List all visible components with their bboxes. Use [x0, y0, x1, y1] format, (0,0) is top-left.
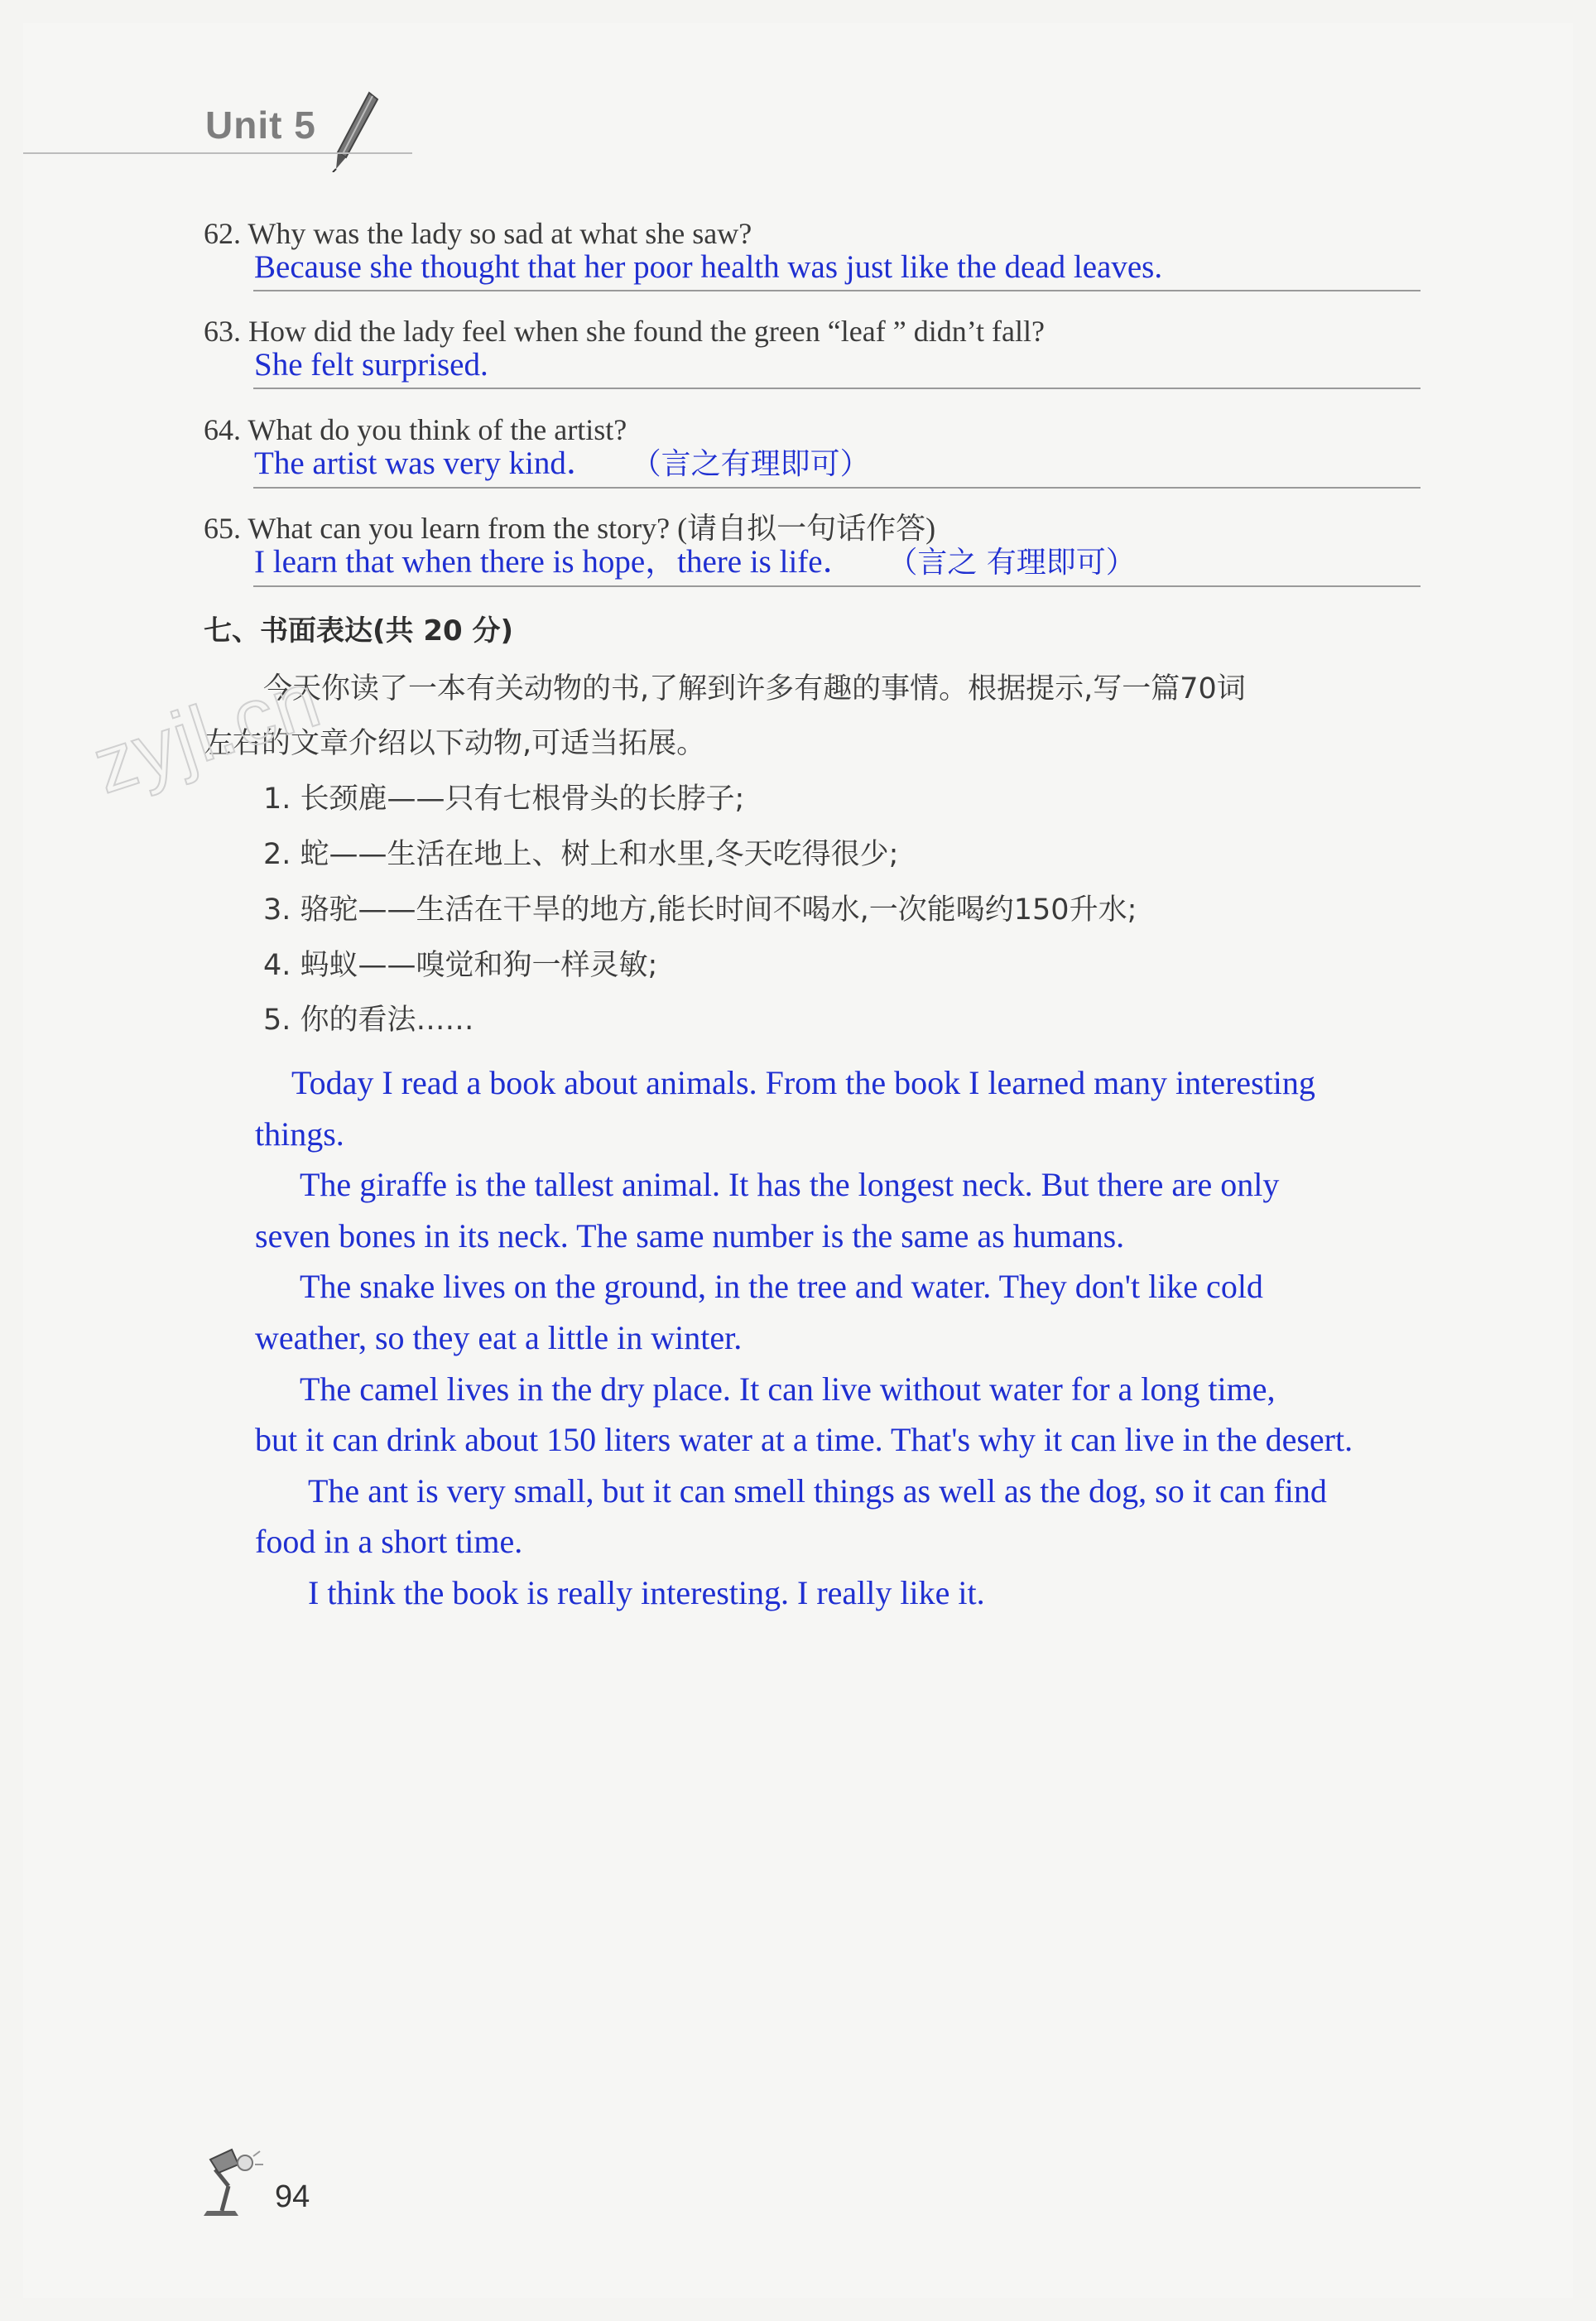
essay-line: The giraffe is the tallest animal. It has the longest neck. But there are only: [300, 1166, 1280, 1203]
essay-line: food in a short time.: [255, 1523, 523, 1560]
hint-item: 2. 蛇——生活在地上、树上和水里,冬天吃得很少;: [263, 838, 899, 871]
page-number: 94: [275, 2179, 310, 2214]
hint-item: 5. 你的看法……: [263, 1004, 474, 1037]
essay-line: seven bones in its neck. The same number is the same as humans.: [255, 1217, 1125, 1254]
essay-line: Today I read a book about animals. From the book I learned many interesting: [291, 1064, 1315, 1101]
answer-text: [204, 250, 1421, 285]
prompt-line-1: 今天你读了一本有关动物的书,了解到许多有趣的事情。根据提示,写一篇70词: [263, 672, 1246, 705]
question-text: 65. What can you learn from the story? (请自拟一句话作答): [204, 512, 936, 545]
essay-line: The snake lives on the ground, in the tree and water. They don't like cold: [300, 1268, 1263, 1305]
question-63: [204, 315, 1421, 389]
essay-line: The camel lives in the dry place. It can live without water for a long time,: [300, 1370, 1276, 1408]
hint-item: 1. 长颈鹿——只有七根骨头的长脖子;: [263, 782, 745, 816]
watermark: zyjl.cn: [83, 654, 332, 811]
answer-main: She felt surprised.: [254, 347, 488, 383]
essay-line: The ant is very small, but it can smell things as well as the dog, so it can find: [308, 1472, 1327, 1510]
answer-line: [253, 290, 1421, 291]
unit-title: Unit 5: [205, 104, 316, 147]
answer-line: [253, 487, 1421, 489]
answer-text: [204, 348, 1421, 383]
answer-note: （言之 有理即可）: [887, 546, 1136, 580]
answer-text: [204, 446, 1421, 482]
prompt-line-2: 左右的文章介绍以下动物,可适当拓展。: [204, 727, 706, 760]
question-text: 64. What do you think of the artist?: [204, 413, 627, 446]
essay-line: I think the book is really interesting. I really like it.: [308, 1574, 985, 1611]
answer-main: The artist was very kind．: [254, 445, 598, 481]
question-text: 62. Why was the lady so sad at what she saw?: [204, 217, 752, 250]
essay-line: weather, so they eat a little in winter.: [255, 1319, 743, 1356]
question-65: [204, 512, 1421, 587]
answer-line: [253, 585, 1421, 587]
essay-line: but it can drink about 150 liters water at a time. That's why it can live in the desert.: [255, 1421, 1353, 1458]
section-heading: 七、书面表达(共 20 分): [204, 614, 514, 648]
question-text: 63. How did the lady feel when she found the green “leaf ” didn’t fall?: [204, 315, 1045, 348]
answer-main: Because she thought that her poor health was just like the dead leaves.: [254, 249, 1163, 285]
answer-note: （言之有理即可）: [631, 447, 870, 481]
answer-main: I learn that when there is hope，there is life．: [254, 544, 855, 580]
essay-line: things.: [255, 1115, 344, 1153]
desk-lamp-icon: [199, 2145, 273, 2221]
answer-line: [253, 388, 1421, 389]
answer-text: [204, 545, 1421, 580]
hint-item: 4. 蚂蚁——嗅觉和狗一样灵敏;: [263, 949, 658, 982]
pen-icon: [328, 89, 381, 172]
header-rule: [23, 152, 412, 154]
question-64: [204, 413, 1421, 489]
hint-item: 3. 骆驼——生活在干旱的地方,能长时间不喝水,一次能喝约150升水;: [263, 893, 1137, 927]
question-62: [204, 217, 1421, 291]
